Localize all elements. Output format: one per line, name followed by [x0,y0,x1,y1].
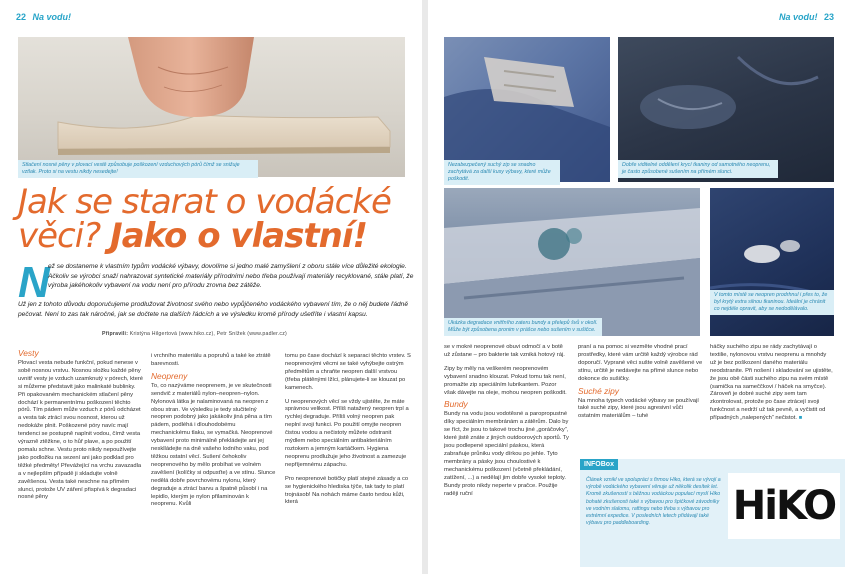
column-3 [710,344,834,423]
info-box-tag [580,459,618,470]
info-tag-box: Box [600,461,614,468]
photo-caption: Stlačení nosné pěny v plovací vestě způsobuje poškození vzduchových pórů čímž se snižuje vztlak. Proto si na vestu nikdy nesedejte! [18,160,258,178]
credit-names: Kristýna Hilgertová (www.hiko.cz), Petr Snížek (www.padler.cz) [129,331,287,337]
text-col3-2: U neoprenových věcí se vždy ujistěte, že máte správnou velikost. Příliš natažený neopren trpí a rychlej degraduje. Příliš volný neopren pak neplní svoji funkci. Po použití omyjte neopren čistou vodou a nečistoty můžete odstranit mýdlem nebo speciálním antibakteriálním roztokem a jemným kartáčkem. Hygiena neoprenu prodlužuje jeho životnost a zamezuje nepříjemnému zápachu. [285,398,409,468]
text-vesty: Plovací vesta nebude funkční, pokud nenese v sobě nosnou vrstvu. Nosnou složku každé pěny uvnitř vesty je vzduch uzamknutý v pórech, které si můžeme představit jako malinkaté bublinky. Při opakovaném mechanickém stlačení pěny dochází k permanentnímu poškození těchto pórů. Tím pádem může vzduch z pórů odcházet a vesta tak ztrácí svou nosnost, kterou už nedokáže plnit. Poškozené póry navíc mají tendenci se postupně naplnit vodou, čímž vesta výrazně ztěžkne, o to hůř plave, a po použití pomalu schne. Vestu proto nikdy nepoužívejte jako podložku na sezení ani jako podklad pro těžké předměty! Převážející na vrchu zavazadla a v nejlepším případě ji skladujte volně zavěšenou. Vesta také neschne na přímém slunci, protože UV záření přispívá k degradaci nosné pěny [18,360,144,501]
text-r2-1: praní a na pomoc si vezměte vhodné prací prostředky, které vám určitě každý výrobce rád doporučí. Vyprané věci sušte volně zavěšené ve stínu, určitě je nedávejte na přímé slunce nebo dokonce do sušičky. [578,344,703,382]
section-name: Na vodu! [32,12,72,22]
credit-label: Připravili: [102,331,129,337]
text-r3-1: háčky suchého zipu se rády zachytávají o textilie, nylonovou vrstvu neoprenu a mnohdy už je bez poškození daného materiálu neodstranite. Při nošení i skladování se ujistěte, že jsou obě části suchého zipu na svém místě (samička na sameččkovi / háček na smyčce). Zároveň je dobré suché zipy sem tam zkontrolovat, protože po čase ztrácejí svoji funkčnost a nedrží už tak pevně, a vyčistit od případných „nalepených“ nečistot. [710,344,833,422]
page-number: 23 [823,12,834,22]
lead-paragraph: ež se dostaneme k vlastním typům vodácké výbavy, dovolíme si jedno malé zamyšlení z oboru stále více důležité ekologie. Ačkoliv se výrobci snaží nahrazovat syntetické materiály přírodními nebo třeba používají materiály recyklované, stále platí, že výroba jakéhokoliv vybavení na vodu není pro přírodu zrovna bez zátěže. [48,263,414,290]
column-2 [578,344,703,421]
hiko-logo [728,473,840,539]
right-folio [779,12,838,22]
jacket-illustration [444,188,700,336]
column-1 [444,344,569,498]
info-box [580,459,845,567]
section-name: Na vodu! [778,12,818,22]
caption-mid-left: Ukázka degradace vnitřního zateru bundy a přelepů švů v okolí. Může být způsobena pronim v prášce nebo sušením v sušičce. [444,318,602,336]
foam-press-photo [18,37,405,177]
text-suche-zipy: Na mnoha typech vodácké výbavy se používají také suché zipy, které jsou agresivní vůči ostatním materiálům – tuhé [578,397,699,420]
column-1 [18,346,143,502]
column-2 [151,353,276,509]
text-bundy: Bundy na vodu jsou vodotěsné a paropropustné díky speciálním membránám a zátěrům. Dalo by se říct, že jsou to takové trochu jiné „goráčovky“, které jistě znáte z jiných outdoorových sportů. Ty jsou podlepené speciální páskou, která zabraňuje průniku vody dírkou po jehle. Tyto membrány a pásky jsou choulostivé k mechanickému poškození (včetně překládání, zatížení, ...) a nedělají jim dobře vysoké teploty. Bundy proto nikdy neperte v pračce. Použije raději ruční [444,411,569,497]
caption-top-left: Nezabezpečený suchý zip se snadno zachytává za další kusy výbavy, které může poškodit. [444,160,560,185]
text-neopreny: To, co nazýváme neoprenem, je ve skutečnosti sendvič z materiálů nylon–neopren–nylon. Nylonová látka je nalaminovaná na neopren z obou stran. Ve výsledku je tedy slučitelný neopren podobný jako jakákoliv jiná pěna a tím pádem, podléhá i dlouhodobému mechanickému tlaku, se vymačká. Neoprenové vybavení proto minimálně překládejte ani jej nesklládejte na dně vašeho lodního vaku, pod těžkou ostatní věcí. Sušení čehokoliv neoprenového by mělo probíhat ve volném zavěšení (kolíčky si odpusťte) a ve stínu. Slunce nedělá dobře povrchovému nylonu, který degraduje a ztrácí barvu a špatně působí i na lepidlo, kterým je nylon přilaminován k neoprenu. Kvůli [151,382,276,508]
heading-suche-zipy: Suché zipy [578,385,619,396]
info-box-text: Článek vznikl ve spolupráci s firmou Hiko, která se vývojí a výrobě vodáckého vybavení věnuje už několik desítek let. Kromě zkušeností s běžnou vodáckou populací myslí Hiko bohaté zkušenosti také s výbavou pro špičkové závodníky ve vodním slalomu, raftingu nebo třeba s výbavou pro extrémní expedice. V posledních letech přidávají také výbavu pro paddleboarding. [586,477,721,527]
foam-illustration [18,37,405,177]
text-r1-1: se v mokré neoprenové obuvi odmočí a v botě už zůstane – pro bakterie tak vzniká hotový ráj. [444,344,565,358]
text-col3-3: Pro neoprenové botičky platí stejné zásady a co se hygienického hlediska týče, tak tady to platí trojnásob! Na nohách máme často tvrdou kůži, která [285,475,409,506]
lead-continuation: Už jen z tohoto důvodu doporučujeme prodlužovat životnost svého nebo vypůjčeného vodáckého vybavení tím, že o něj budete řádně pečovat. Není to zas tak náročné, jak se dočtete na dalších řádcích a ve výsledku kromě přírody ušetříte i vlastní kapsu. [18,301,409,318]
column-3 [285,353,411,507]
page-number: 22 [16,12,27,22]
heading-bundy: Bundy [444,399,468,410]
caption-mid-right: V tomto místě se neopren prodrhnul i přes to, že byl krytý extra silnou tkaninou. Ideální je chránit co nejdéle opravit, aby se nedodělávalo. [710,290,834,315]
logo-text: HiKO [732,483,836,529]
info-tag-info: INFO [584,461,601,468]
end-mark: ■ [798,415,803,422]
right-page [428,0,850,574]
dropcap: N [18,258,50,307]
text-col2-intro: i vrchního materiálu a popruhů a také ke ztrátě barevnosti. [151,353,271,367]
heading-neopreny: Neopreny [151,370,188,381]
title-light: Jak se starat o vodácké věci? [18,182,391,256]
left-folio [12,12,71,22]
text-col3-1: tomu po čase dochází k separaci těchto vrstev. S neoprenovými věcmi se také vyhýbejte ostrým předmětům a chraňte neopren další vrstvou (třeba plátěnými lžíci, plánujete-li se klouzat po kamenech. [285,353,411,391]
text-r1-2: Zipy by měly na veškerém neoprenovém vybavení snadno klouzat. Pokud tomu tak není, promažte zip speciálním lubrikantem. Pozor však dávejte na oleje, mohou neopren poškodit. [444,365,567,396]
article-title [18,182,418,256]
title-bold: Jako o vlastní! [110,216,368,256]
jacket-photo [444,188,700,336]
caption-top-right: Dobře viditelné oddělení krycí tkaniny od samotného neoprenu, je často způsobené sušením na přímém slunci. [618,160,778,178]
left-page [0,0,422,574]
heading-vesty: Vesty [18,348,39,358]
credit-line [102,331,287,337]
